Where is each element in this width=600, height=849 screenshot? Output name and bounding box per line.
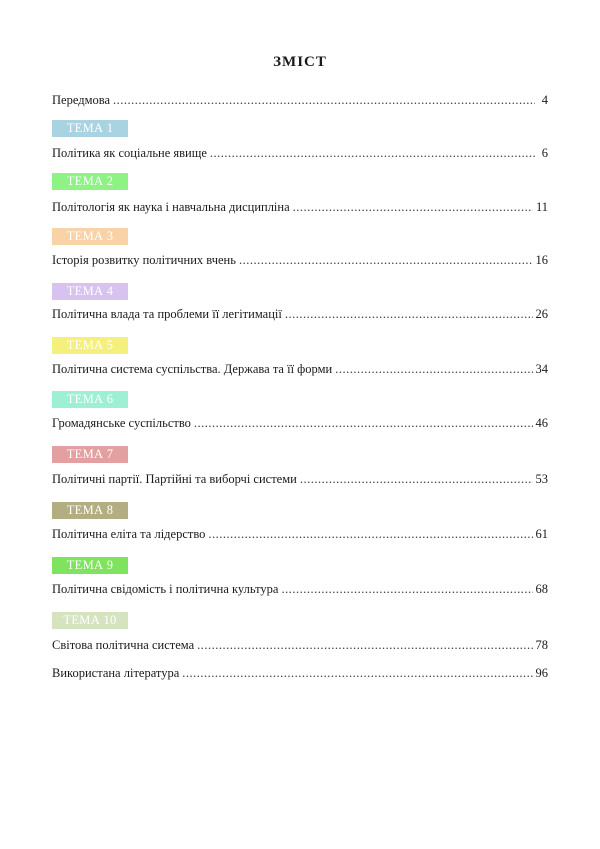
toc-leader-dots [194, 415, 533, 431]
toc-leader-dots [210, 145, 535, 161]
toc-entry-label: Політологія як наука і навчальна дисципліна [52, 200, 290, 214]
tema-badge-10: ТЕМА 10 [52, 612, 128, 629]
toc-page-number: 16 [535, 253, 548, 267]
tema-badge-3: ТЕМА 3 [52, 228, 128, 245]
toc-entry-label: Політична влада та проблеми її легітимації [52, 307, 282, 321]
toc-entry-label: Використана література [52, 666, 180, 680]
toc-entry-literature[interactable] [52, 665, 548, 681]
toc-entry-label: Політичні партії. Партійні та виборчі системи [52, 472, 297, 486]
toc-page-number: 46 [535, 416, 548, 430]
toc-page-number: 26 [535, 307, 548, 321]
toc-entry-topic-2[interactable] [52, 199, 548, 215]
toc-entry-topic-9[interactable] [52, 581, 548, 597]
tema-badge-2: ТЕМА 2 [52, 173, 128, 190]
toc-entry-topic-3[interactable] [52, 252, 548, 268]
toc-entry-topic-8[interactable] [52, 526, 548, 542]
toc-page-number: 78 [535, 638, 548, 652]
toc-page-number: 68 [535, 582, 548, 596]
toc-page-number: 61 [535, 527, 548, 541]
toc-entry-preface[interactable] [52, 92, 548, 108]
toc-entry-topic-6[interactable] [52, 415, 548, 431]
toc-entry-label: Світова політична система [52, 638, 195, 652]
toc-entry-label: Передмова [52, 93, 111, 107]
toc-page-number: 96 [535, 666, 548, 680]
toc-page-number: 11 [535, 200, 548, 214]
toc-leader-dots [293, 199, 533, 215]
toc-entry-topic-5[interactable] [52, 361, 548, 377]
tema-badge-7: ТЕМА 7 [52, 446, 128, 463]
toc-leader-dots [182, 665, 532, 681]
toc-entry-label: Політична еліта та лідерство [52, 527, 206, 541]
toc-leader-dots [335, 361, 532, 377]
toc-leader-dots [300, 471, 533, 487]
toc-entry-label: Громадянське суспільство [52, 416, 191, 430]
tema-badge-6: ТЕМА 6 [52, 391, 128, 408]
tema-badge-5: ТЕМА 5 [52, 337, 128, 354]
toc-page-number: 4 [541, 93, 548, 107]
tema-badge-9: ТЕМА 9 [52, 557, 128, 574]
toc-leader-dots [208, 526, 532, 542]
toc-page-number: 53 [535, 472, 548, 486]
toc-page-number: 6 [541, 146, 548, 160]
tema-badge-8: ТЕМА 8 [52, 502, 128, 519]
toc-page-number: 34 [535, 362, 548, 376]
toc-entry-topic-10[interactable] [52, 637, 548, 653]
toc-leader-dots [281, 581, 532, 597]
toc-entry-label: Історія розвитку політичних вчень [52, 253, 236, 267]
toc-entry-topic-4[interactable] [52, 306, 548, 322]
tema-badge-1: ТЕМА 1 [52, 120, 128, 137]
toc-entry-label: Політика як соціальне явище [52, 146, 207, 160]
toc-entry-topic-1[interactable] [52, 145, 548, 161]
toc-leader-dots [285, 306, 533, 322]
toc-leader-dots [113, 92, 535, 108]
toc-entry-topic-7[interactable] [52, 471, 548, 487]
page-title: ЗМІСТ [273, 54, 327, 70]
toc-leader-dots [197, 637, 532, 653]
toc-entry-label: Політична система суспільства. Держава та її форми [52, 362, 333, 376]
toc-entry-label: Політична свідомість і політична культура [52, 582, 279, 596]
toc-leader-dots [239, 252, 533, 268]
tema-badge-4: ТЕМА 4 [52, 283, 128, 300]
